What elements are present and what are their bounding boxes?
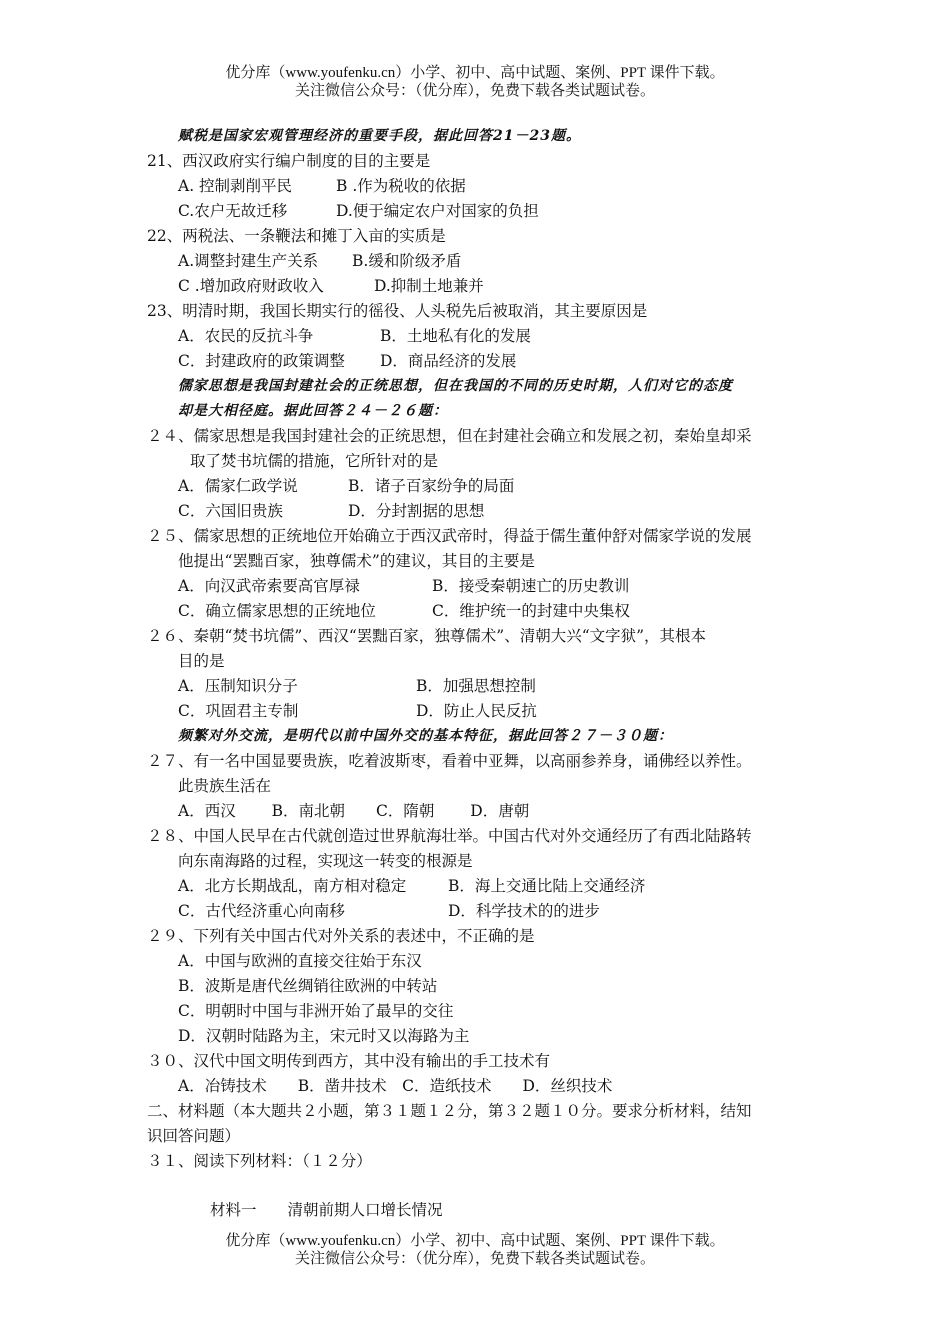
q26-stem-line-2: 目的是: [178, 652, 225, 670]
q22-option-d: D.抑制土地兼并: [374, 277, 484, 295]
q27-options: A．西汉 B．南北朝 C．隋朝 D．唐朝: [178, 802, 530, 820]
q29-stem: ２９、下列有关中国古代对外关系的表述中，不正确的是: [147, 927, 535, 945]
q23-option-b: B．土地私有化的发展: [380, 327, 531, 345]
q22-option-a: A.调整封建生产关系: [178, 252, 319, 270]
q29-option-d: D．汉朝时陆路为主，宋元时又以海路为主: [178, 1027, 470, 1045]
q27-stem-line-1: ２７、有一名中国显要贵族，吃着波斯枣，看着中亚舞，以高丽参养身，诵佛经以养性。: [147, 752, 752, 770]
q26-stem-line-1: ２６、秦朝“焚书坑儒”、西汉“罢黜百家，独尊儒术”、清朝大兴“文字狱”，其根本: [147, 627, 707, 645]
section-2-heading-line-2: 识回答问题）: [147, 1127, 241, 1145]
q23-option-d: D．商品经济的发展: [380, 352, 517, 370]
q28-option-b: B．海上交通比陆上交通经济: [448, 877, 646, 895]
q31-stem: ３１、阅读下列材料：（１２分）: [147, 1152, 372, 1170]
q22-option-c: C .增加政府财政收入: [178, 277, 324, 295]
q24-option-b: B．诸子百家纷争的局面: [348, 477, 515, 495]
q21-stem: 21、西汉政府实行编户制度的目的主要是: [147, 152, 431, 170]
q22-option-b: B.缓和阶级矛盾: [352, 252, 462, 270]
q30-options: A．冶铸技术 B．凿井技术 C．造纸技术 D．丝织技术: [178, 1077, 613, 1095]
q23-option-c: C．封建政府的政策调整: [178, 352, 345, 370]
q25-option-d: C．维护统一的封建中央集权: [432, 602, 630, 620]
page-header: [0, 64, 950, 100]
q28-stem-line-1: ２８、中国人民早在古代就创造过世界航海壮举。中国古代对外交通经历了有西北陆路转: [147, 827, 752, 845]
q28-option-c: C．古代经济重心向南移: [178, 902, 345, 920]
q24-stem-line-1: ２４、儒家思想是我国封建社会的正统思想，但在封建社会确立和发展之初，秦始皇却采: [147, 427, 752, 445]
header-line-1: 优分库（www.youfenku.cn）小学、初中、高中试题、案例、PPT 课件下载。: [225, 65, 725, 81]
q29-option-a: A．中国与欧洲的直接交往始于东汉: [178, 952, 422, 970]
q25-option-c: C．确立儒家思想的正统地位: [178, 602, 376, 620]
q29-option-c: C．明朝时中国与非洲开始了最早的交往: [178, 1002, 454, 1020]
intro-confucian-line-2: 却是大相径庭。据此回答２４－２６题：: [178, 403, 448, 419]
q24-option-a: A．儒家仁政学说: [178, 477, 298, 495]
q25-stem-line-2: 他提出“罢黜百家，独尊儒术”的建议，其目的主要是: [178, 552, 535, 570]
q28-stem-line-2: 向东南海路的过程，实现这一转变的根源是: [178, 852, 473, 870]
q26-option-c: C．巩固君主专制: [178, 702, 299, 720]
header-line-2: 关注微信公众号：（优分库），免费下载各类试题试卷。: [294, 83, 655, 99]
q21-option-a: A. 控制剥削平民: [178, 177, 293, 195]
q21-option-c: C.农户无故迁移: [178, 202, 288, 220]
intro-confucian-line-1: 儒家思想是我国封建社会的正统思想，但在我国的不同的历史时期，人们对它的态度: [178, 378, 733, 394]
q27-stem-line-2: 此贵族生活在: [178, 777, 272, 795]
q23-stem: 23、明清时期，我国长期实行的徭役、人头税先后被取消，其主要原因是: [147, 302, 648, 320]
q26-option-d: D．防止人民反抗: [416, 702, 537, 720]
q26-option-a: A．压制知识分子: [178, 677, 298, 695]
footer-line-1: 优分库（www.youfenku.cn）小学、初中、高中试题、案例、PPT 课件下载。: [225, 1233, 725, 1249]
q28-option-a: A．北方长期战乱，南方相对稳定: [178, 877, 407, 895]
q22-stem: 22、两税法、一条鞭法和摊丁入亩的实质是: [147, 227, 446, 245]
q21-option-b: B .作为税收的依据: [336, 177, 466, 195]
footer-line-2: 关注微信公众号：（优分库），免费下载各类试题试卷。: [294, 1251, 655, 1267]
q28-option-d: D．科学技术的的进步: [448, 902, 600, 920]
q24-option-d: D．分封割据的思想: [348, 502, 485, 520]
q24-stem-line-2: 取了焚书坑儒的措施，它所针对的是: [190, 452, 439, 470]
q29-option-b: B．波斯是唐代丝绸销往欧洲的中转站: [178, 977, 438, 995]
q21-option-d: D.便于编定农户对国家的负担: [336, 202, 539, 220]
q26-option-b: B．加强思想控制: [416, 677, 536, 695]
q23-option-a: A．农民的反抗斗争: [178, 327, 314, 345]
q25-option-a: A．向汉武帝索要高官厚禄: [178, 577, 360, 595]
page-footer: [0, 1232, 950, 1268]
q31-material-1-title: 材料一 清朝前期人口增长情况: [210, 1201, 443, 1219]
q24-option-c: C．六国旧贵族: [178, 502, 283, 520]
section-2-heading-line-1: 二、材料题（本大题共２小题，第３１题１２分，第３２题１０分。要求分析材料，结知: [147, 1102, 752, 1120]
q25-option-b: B．接受秦朝速亡的历史教训: [432, 577, 630, 595]
q30-stem: ３０、汉代中国文明传到西方，其中没有输出的手工技术有: [147, 1052, 551, 1070]
intro-foreign-exchange: 频繁对外交流，是明代以前中国外交的基本特征，据此回答２７－３０题：: [178, 728, 673, 744]
intro-tax: 赋税是国家宏观管理经济的重要手段，据此回答21－23题。: [178, 128, 581, 144]
q25-stem-line-1: ２５、儒家思想的正统地位开始确立于西汉武帝时，得益于儒生董仲舒对儒家学说的发展: [147, 527, 752, 545]
